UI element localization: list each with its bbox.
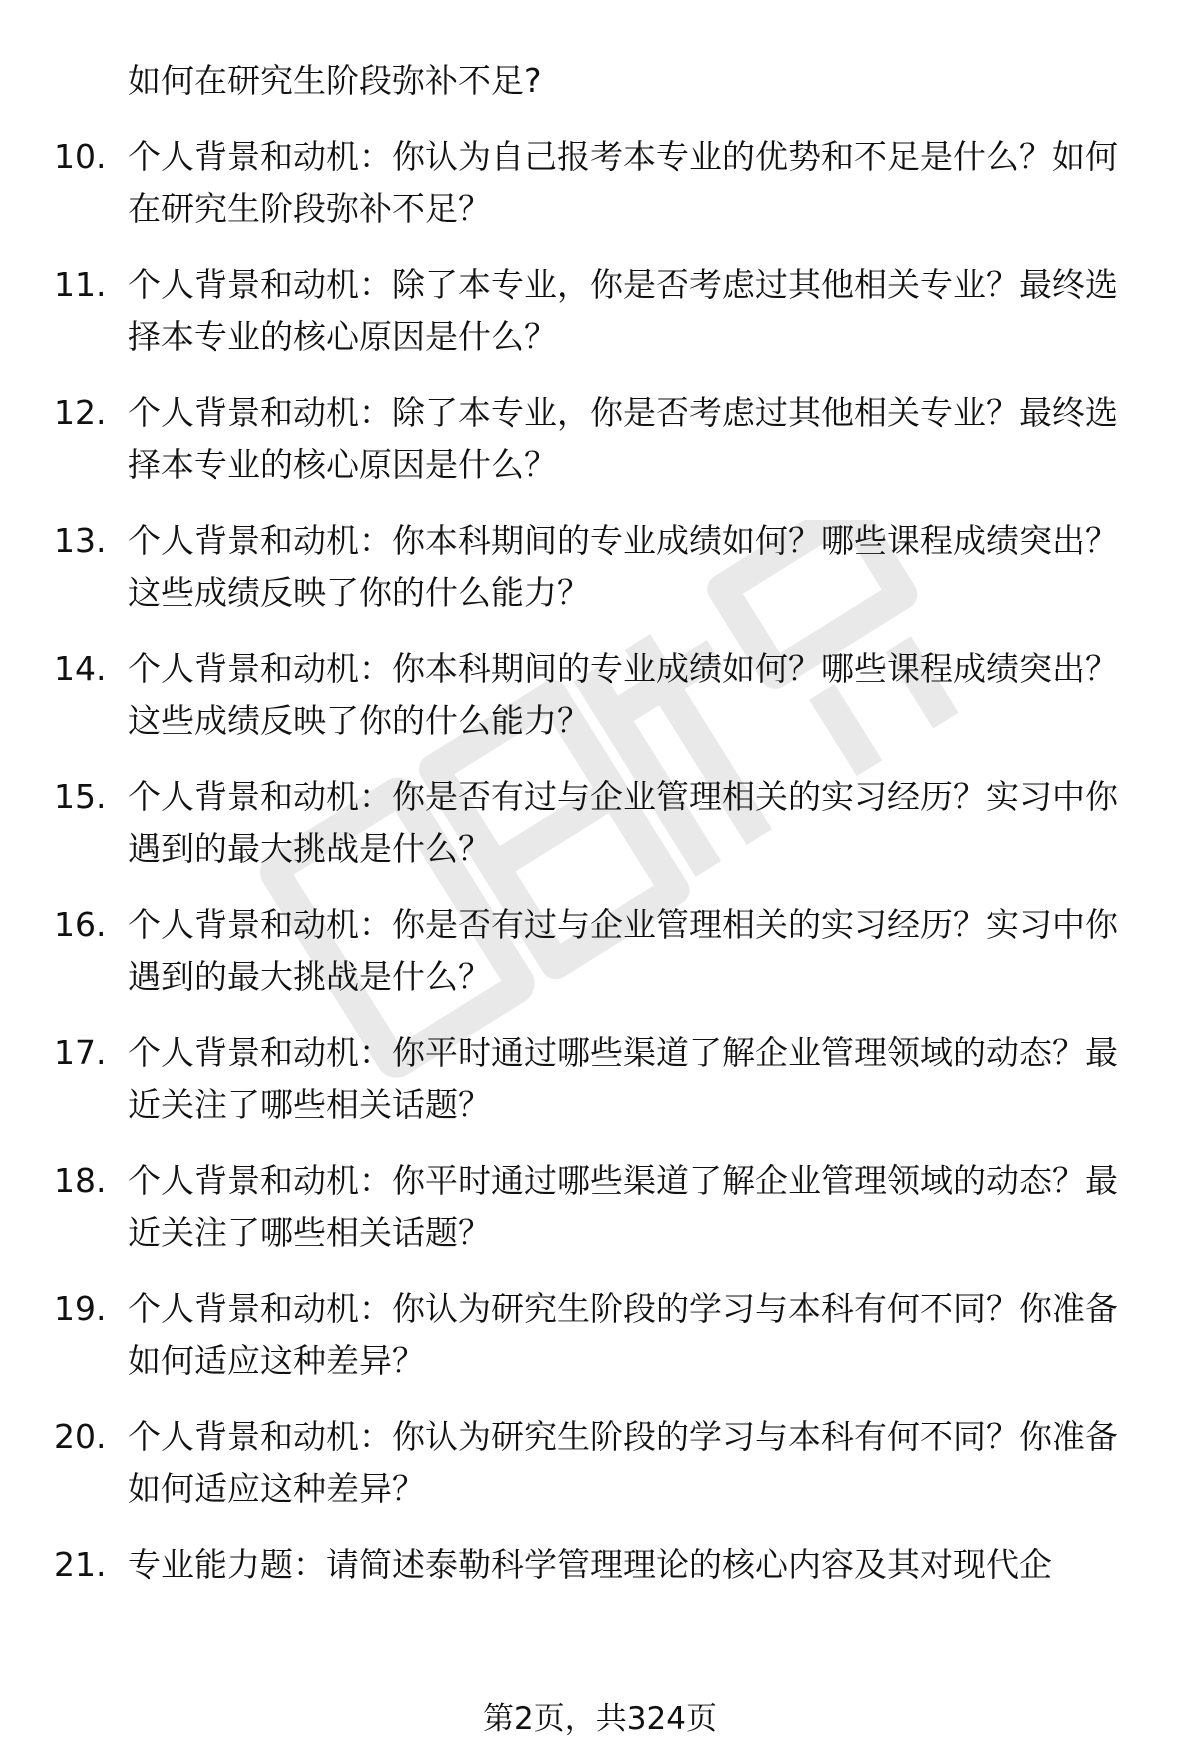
list-item (0, 1539, 1200, 1667)
question-number: 21. (54, 1545, 107, 1584)
list-item (0, 899, 1200, 1027)
question-text: 个人背景和动机：你是否有过与企业管理相关的实习经历？实习中你遇到的最大挑战是什么？ (128, 777, 1118, 868)
list-item (0, 387, 1200, 515)
list-item (0, 1155, 1200, 1283)
question-text: 个人背景和动机：你认为研究生阶段的学习与本科有何不同？你准备如何适应这种差异？ (128, 1417, 1118, 1508)
list-item (0, 131, 1200, 259)
page-footer: 第2页，共324页 (483, 1701, 717, 1737)
continued-line: 如何在研究生阶段弥补不足? (128, 61, 542, 100)
list-item (0, 771, 1200, 899)
question-text: 个人背景和动机：你是否有过与企业管理相关的实习经历？实习中你遇到的最大挑战是什么？ (128, 905, 1118, 996)
question-number: 18. (54, 1161, 107, 1200)
question-number: 13. (54, 521, 107, 560)
question-text: 专业能力题：请简述泰勒科学管理理论的核心内容及其对现代企 (128, 1545, 1052, 1584)
question-text: 个人背景和动机：除了本专业，你是否考虑过其他相关专业？最终选择本专业的核心原因是什么？ (128, 393, 1118, 484)
list-item (0, 259, 1200, 387)
question-number: 16. (54, 905, 107, 944)
question-number: 19. (54, 1289, 107, 1328)
question-number: 11. (54, 265, 107, 304)
question-text: 个人背景和动机：你平时通过哪些渠道了解企业管理领域的动态？最近关注了哪些相关话题？ (128, 1161, 1118, 1252)
list-item (0, 643, 1200, 771)
question-number: 10. (54, 137, 107, 176)
question-number: 14. (54, 649, 107, 688)
question-text: 个人背景和动机：你认为研究生阶段的学习与本科有何不同？你准备如何适应这种差异？ (128, 1289, 1118, 1380)
question-text: 个人背景和动机：除了本专业，你是否考虑过其他相关专业？最终选择本专业的核心原因是什么？ (128, 265, 1118, 356)
question-number: 17. (54, 1033, 107, 1072)
question-text: 个人背景和动机：你本科期间的专业成绩如何？哪些课程成绩突出？这些成绩反映了你的什么能力？ (128, 649, 1118, 740)
list-item (0, 1027, 1200, 1155)
question-text: 个人背景和动机：你本科期间的专业成绩如何？哪些课程成绩突出？这些成绩反映了你的什么能力？ (128, 521, 1118, 612)
question-number: 12. (54, 393, 107, 432)
list-item (0, 1283, 1200, 1411)
question-list (0, 131, 1200, 1667)
question-number: 20. (54, 1417, 107, 1456)
question-text: 个人背景和动机：你平时通过哪些渠道了解企业管理领域的动态？最近关注了哪些相关话题？ (128, 1033, 1118, 1124)
list-item (0, 1411, 1200, 1539)
question-number: 15. (54, 777, 107, 816)
question-text: 个人背景和动机：你认为自己报考本专业的优势和不足是什么？如何在研究生阶段弥补不足？ (128, 137, 1118, 228)
list-item (0, 515, 1200, 643)
